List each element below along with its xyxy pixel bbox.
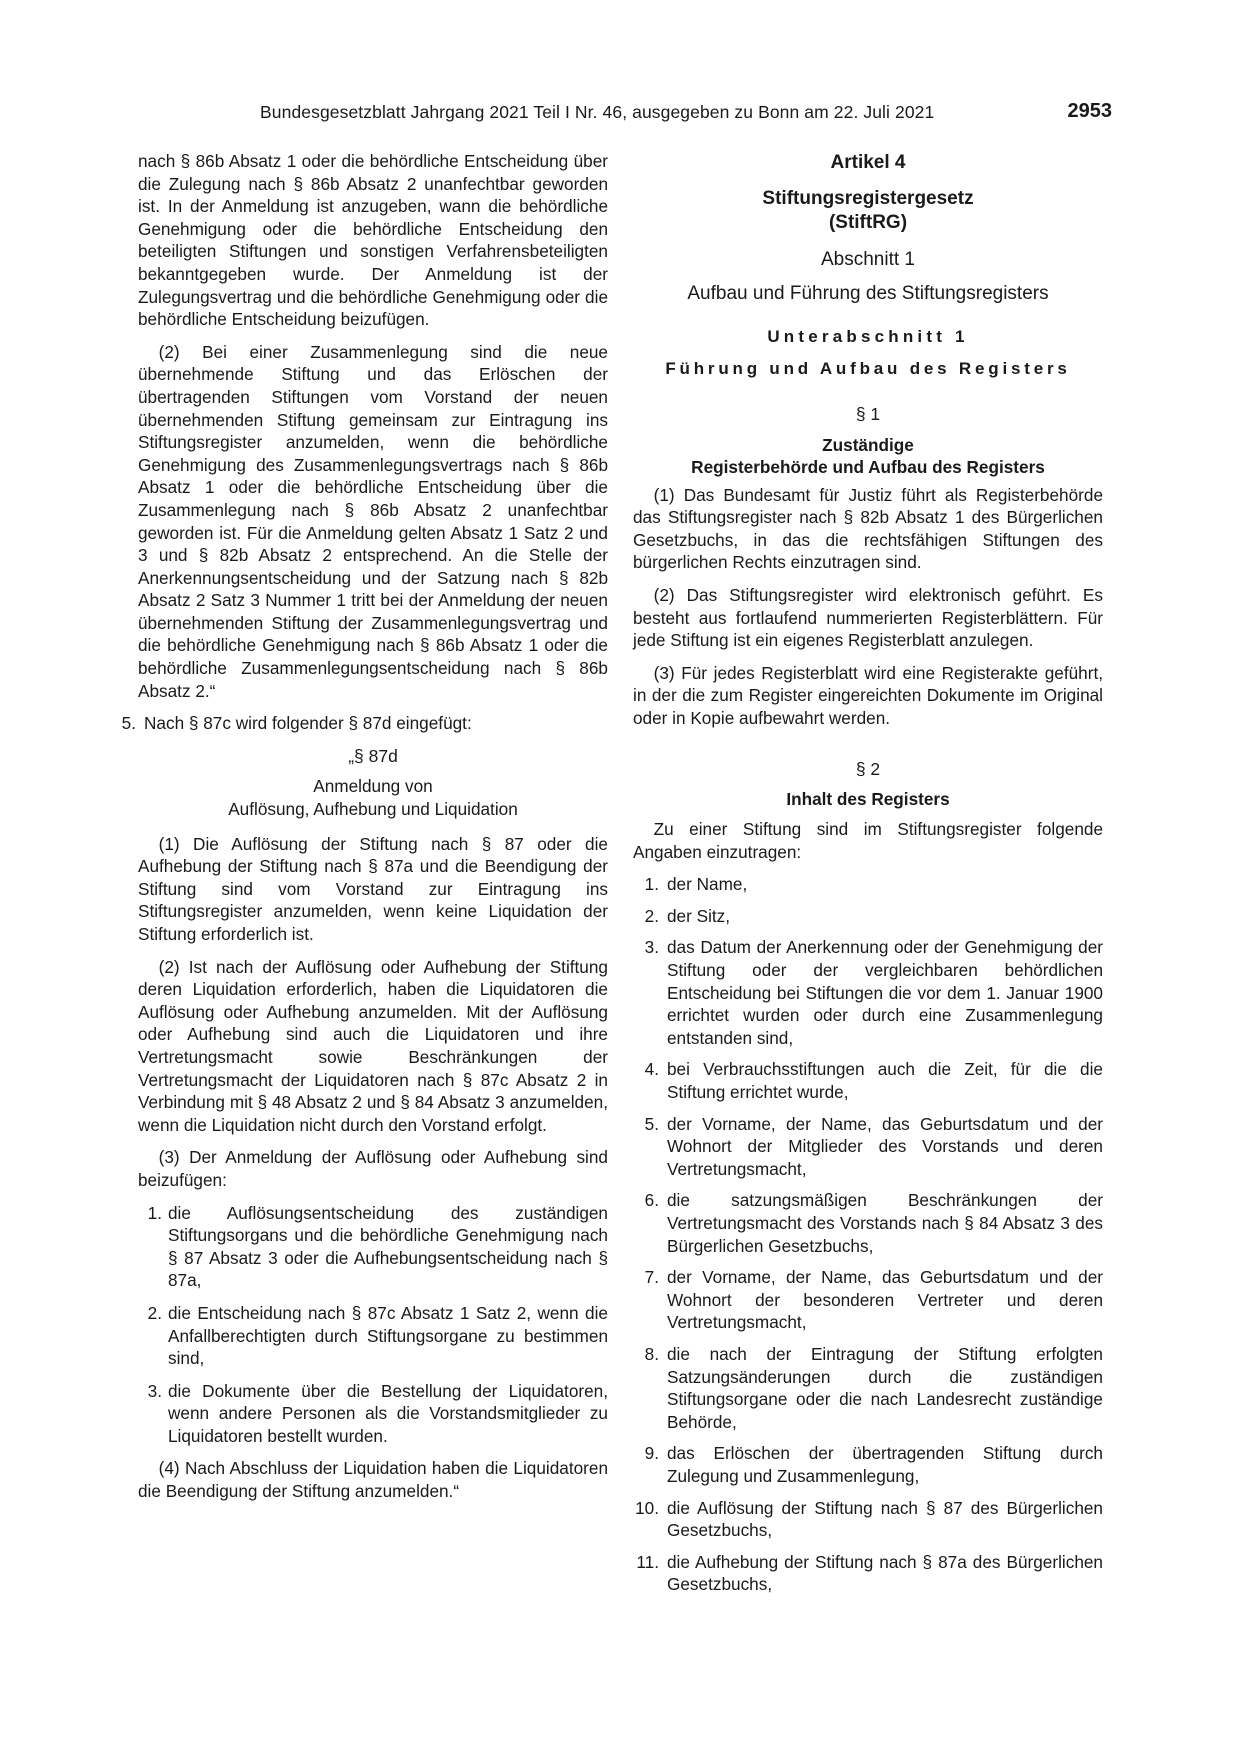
article-heading: Artikel 4	[830, 152, 906, 173]
section-87d-absatz-1: (1) Die Auflösung der Stiftung nach § 87 oder die Aufhebung der Stiftung nach § 87a und die Beendigung der Stiftung sind vom Vorstand zur Eintragung ins Stiftungsregister anzumelden, wenn keine Liquidation der Stiftung erforderlich ist.	[138, 833, 608, 944]
paragraph-1-title-line2: Registerbehörde und Aufbau des Registers	[691, 456, 1045, 477]
paragraph-1-title-line1: Zuständige	[822, 434, 914, 455]
unterabschnitt-title: Führung und Aufbau des Registers	[665, 359, 1071, 379]
abschnitt-title: Aufbau und Führung des Stiftungsregisters	[687, 283, 1049, 305]
list-text: der Sitz,	[667, 905, 731, 926]
list-text: die Dokumente über die Bestellung der Liquidatoren, wenn andere Personen als die Vorstandsmitglieder zu Liquidatoren bestellt wurden.	[168, 1380, 608, 1446]
section-87d-absatz-2: (2) Ist nach der Auflösung oder Aufhebung der Stiftung deren Liquidation erforderlich, haben die Liquidatoren die Auflösung oder Aufhebung anzumelden. Mit der Auflösung oder Aufhebung sind auch die Liquidatoren und ihre Vertretungsmacht sowie Beschränkungen der Vertretungsmacht der Liquidatoren nach § 87c Absatz 2 in Verbindung mit § 48 Absatz 2 und § 84 Absatz 3 anzumelden, wenn die Liquidation nicht durch den Vorstand erfolgt.	[138, 956, 608, 1135]
list-item	[138, 1202, 608, 1292]
list-item	[633, 1266, 1103, 1334]
section-87d-title-line1: Anmeldung von	[313, 776, 433, 797]
list-number: 2.	[147, 1302, 162, 1323]
list-number: 1.	[147, 1202, 162, 1223]
list-text: die Auflösung der Stiftung nach § 87 des Bürgerlichen Gesetzbuchs,	[667, 1497, 1103, 1541]
list-number: 4.	[644, 1059, 659, 1080]
list-text: die Auflösungsentscheidung des zuständigen Stiftungsorgans und die behördliche Genehmigung nach § 87 Absatz 3 oder die Aufhebungsentscheidung nach § 87a,	[168, 1202, 608, 1291]
paragraph-zusammenlegung: (2) Bei einer Zusammenlegung sind die neue übernehmende Stiftung und das Erlöschen der übertragenden Stiftungen vom Vorstand der neuen übernehmenden Stiftung gemeinsam zur Eintragung ins Stiftungsregister anzumelden, wenn die behördliche Genehmigung des Zusammenlegungsvertrags nach § 86b Absatz 1 oder die behördliche Entscheidung über die Zusammenlegung nach § 86b Absatz 2 unanfechtbar geworden ist. Für die Anmeldung gelten Absatz 1 Satz 2 und 3 und § 82b Absatz 2 entsprechend. An die Stelle der Anerkennungsentscheidung und der Satzung nach § 82b Absatz 2 Satz 3 Nummer 1 tritt bei der Anmeldung der neuen übernehmenden Stiftung der Zusammenlegungsvertrag und die behördliche Genehmigung nach § 86b Absatz 1 oder die behördliche Zusammenlegungsentscheidung nach § 86b Absatz 2.“	[138, 341, 608, 701]
left-column	[121, 150, 608, 1513]
list-text: die Entscheidung nach § 87c Absatz 1 Satz 2, wenn die Anfallberechtigten durch Stiftungsorgane zu bestimmen sind,	[168, 1302, 608, 1369]
register-content-list	[633, 873, 1103, 1596]
paragraph-1-absatz-2: (2) Das Stiftungsregister wird elektronisch geführt. Es besteht aus fortlaufend nummerierten Registerblättern. Für jede Stiftung ist ein eigenes Registerblatt anzulegen.	[633, 584, 1103, 651]
list-text: der Vorname, der Name, das Geburtsdatum und der Wohnort der besonderen Vertreter und deren Vertretungsmacht,	[667, 1267, 1103, 1333]
list-number: 6.	[644, 1190, 659, 1211]
list-text: der Vorname, der Name, das Geburtsdatum und der Wohnort der Mitglieder des Vorstands und deren Vertretungsmacht,	[667, 1113, 1103, 1179]
section-87d-absatz-3: (3) Der Anmeldung der Auflösung oder Aufhebung sind beizufügen:	[138, 1147, 608, 1190]
paragraph-2-label: § 2	[855, 758, 881, 779]
section-87d-label: „§ 87d	[348, 745, 398, 766]
list-number: 1.	[644, 874, 659, 895]
list-number: 9.	[644, 1443, 659, 1464]
running-title: Bundesgesetzblatt Jahrgang 2021 Teil I Nr. 46, ausgegeben zu Bonn am 22. Juli 2021	[260, 102, 935, 122]
list-number: 8.	[644, 1343, 659, 1364]
paragraph-2-title: Inhalt des Registers	[786, 789, 950, 810]
list-text: die Aufhebung der Stiftung nach § 87a des Bürgerlichen Gesetzbuchs,	[667, 1551, 1103, 1595]
paragraph-1-absatz-3: (3) Für jedes Registerblatt wird eine Registerakte geführt, in der die zum Register eingereichten Dokumente im Original oder in Kopie aufbewahrt werden.	[633, 662, 1103, 728]
list-text: Nach § 87c wird folgender § 87d eingefügt:	[144, 713, 472, 734]
page-header	[130, 100, 1112, 128]
unterabschnitt-heading: Unterabschnitt 1	[767, 326, 969, 346]
list-text: das Datum der Anerkennung oder der Genehmigung der Stiftung oder der vergleichbaren behördlichen Entscheidung bei Stiftungen die vor dem 1. Januar 1900 errichtet wurden oder durch eine Zusammenlegung entstanden sind,	[667, 937, 1103, 1048]
list-item	[633, 873, 1103, 896]
law-title: Stiftungsregistergesetz	[762, 187, 974, 209]
amendment-item-5	[116, 712, 608, 735]
paragraph-1-label: § 1	[855, 403, 881, 424]
page-number: 2953	[1067, 100, 1112, 122]
list-number: 11.	[636, 1551, 659, 1572]
list-number: 5.	[644, 1113, 659, 1134]
list-item	[633, 1113, 1103, 1181]
list-number: 3.	[147, 1380, 162, 1401]
list-item	[138, 1302, 608, 1370]
list-number: 2.	[644, 905, 659, 926]
list-text: das Erlöschen der übertragenden Stiftung durch Zulegung und Zusammenlegung,	[667, 1443, 1103, 1486]
right-column	[633, 150, 1103, 1605]
list-text: die satzungsmäßigen Beschränkungen der Vertretungsmacht des Vorstands nach § 84 Absatz 3 des Bürgerlichen Gesetzbuchs,	[667, 1190, 1103, 1256]
list-item	[138, 1380, 608, 1448]
list-number: 7.	[644, 1267, 659, 1288]
section-87d-absatz-4: (4) Nach Abschluss der Liquidation haben die Liquidatoren die Beendigung der Stiftung anzumelden.“	[138, 1458, 608, 1502]
section-87d-title-line2: Auflösung, Aufhebung und Liquidation	[228, 799, 518, 820]
list-item	[633, 1551, 1103, 1596]
list-item	[633, 905, 1103, 928]
list-number: 5.	[121, 713, 136, 734]
list-number: 10.	[635, 1497, 659, 1518]
law-abbreviation: (StiftRG)	[828, 211, 908, 233]
list-text: der Name,	[667, 874, 748, 895]
list-number: 3.	[644, 937, 659, 958]
list-text: bei Verbrauchsstiftungen auch die Zeit, für die die Stiftung errichtet wurde,	[667, 1059, 1103, 1103]
list-item	[633, 1343, 1103, 1433]
paragraph-2-intro: Zu einer Stiftung sind im Stiftungsregister folgende Angaben einzutragen:	[633, 819, 1103, 862]
list-item	[633, 1497, 1103, 1542]
list-item	[633, 1058, 1103, 1103]
abschnitt-heading: Abschnitt 1	[821, 248, 915, 270]
list-item	[633, 936, 1103, 1049]
paragraph-continuation: nach § 86b Absatz 1 oder die behördliche Entscheidung über die Zulegung nach § 86b Absatz 2 unanfechtbar geworden ist. In der Anmeldung ist anzugeben, wann die behördliche Genehmigung oder die behördliche Entscheidung den beteiligten Stiftungen und sonstigen Verfahrensbeteiligten bekanntgegeben wurde. Der Anmeldung ist der Zulegungsvertrag und die behördliche Genehmigung oder die behördliche Entscheidung beizufügen.	[138, 151, 608, 330]
paragraph-1-absatz-1: (1) Das Bundesamt für Justiz führt als Registerbehörde das Stiftungsregister nach § 82b Absatz 1 des Bürgerlichen Gesetzbuchs, in das die rechtsfähigen Stiftungen des bürgerlichen Rechts einzutragen sind.	[633, 484, 1103, 573]
list-item	[633, 1442, 1103, 1487]
list-item	[633, 1189, 1103, 1257]
list-text: die nach der Eintragung der Stiftung erfolgten Satzungsänderungen durch die zuständigen Stiftungsorgane oder die nach Landesrecht zuständige Behörde,	[667, 1343, 1103, 1432]
